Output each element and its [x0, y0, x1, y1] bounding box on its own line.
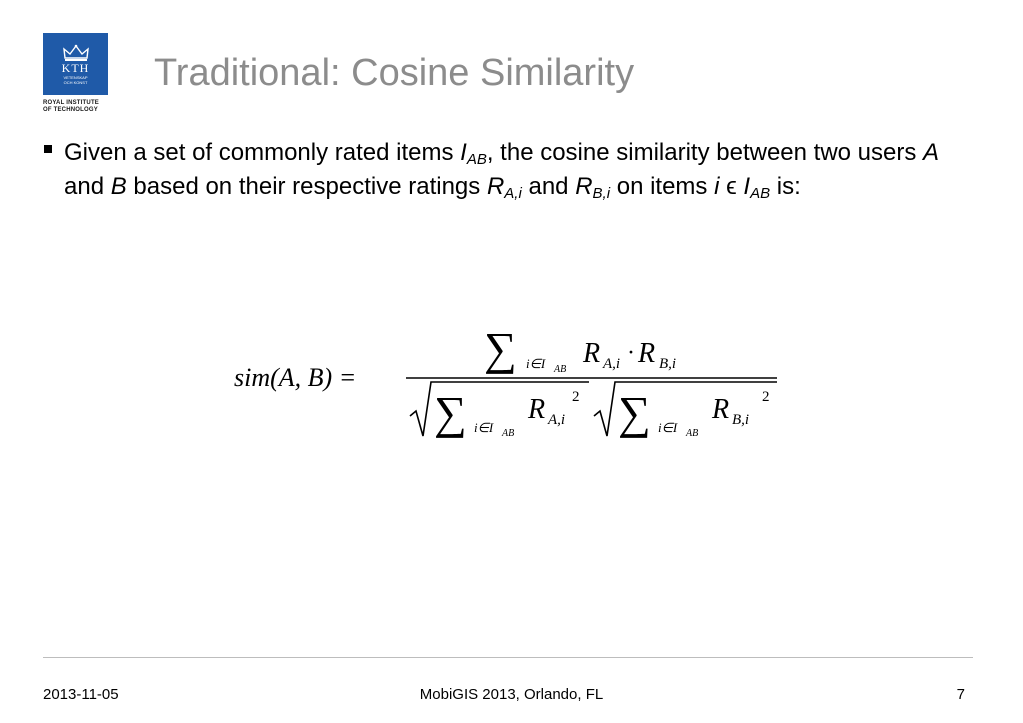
set-subscript: AB: [750, 185, 771, 202]
bullet-text-part: Given a set of commonly rated items: [64, 139, 461, 166]
denominator-index-left: i∈I: [474, 420, 494, 435]
bullet-text-part: ϵ: [719, 173, 744, 200]
user-b-symbol: B: [110, 173, 127, 200]
numerator-dot: ·: [627, 340, 635, 366]
denominator-r-a-sub: A,i: [548, 412, 566, 428]
rating-b-subscript: B,i: [592, 185, 611, 202]
denominator-r-b: R: [712, 394, 730, 425]
denominator-sum-right: ∑: [618, 387, 651, 438]
bullet-text-part: , the cosine similarity between two users: [486, 139, 924, 166]
bullet-text-part: and: [64, 173, 111, 200]
kth-logo: [43, 33, 111, 114]
page-number: 7: [956, 686, 965, 703]
bullet-text: [64, 136, 979, 204]
kth-logo-badge: [43, 33, 108, 95]
rating-a-subscript: A,i: [504, 185, 522, 202]
crown-icon: [62, 44, 90, 62]
numerator-r-a: R: [583, 338, 601, 369]
set-subscript: AB: [466, 151, 487, 168]
numerator-sum: ∑: [484, 323, 517, 374]
logo-caption-line1: ROYAL INSTITUTE: [43, 100, 100, 106]
set-symbol: I: [743, 173, 751, 200]
numerator-index-sub: AB: [554, 364, 567, 375]
formula-lhs: sim(A, B) =: [234, 363, 357, 392]
bullet-marker: [44, 145, 52, 153]
footer-date: 2013-11-05: [43, 686, 119, 703]
bullet-text-part: is:: [770, 173, 801, 200]
denominator-index-right: i∈I: [658, 420, 678, 435]
bullet-text-part: based on their respective ratings: [126, 173, 487, 200]
denominator-sum-left: ∑: [434, 387, 467, 438]
rating-b-symbol: R: [575, 173, 593, 200]
cosine-similarity-formula: [228, 318, 788, 448]
numerator-r-a-sub: A,i: [603, 356, 621, 372]
logo-sub-top: VETENSKAP: [63, 74, 88, 80]
numerator-r-b-sub: B,i: [659, 356, 677, 372]
bullet-text-part: on items: [610, 173, 715, 200]
item-symbol: i: [714, 173, 720, 200]
denominator-square-right: 2: [762, 389, 770, 405]
set-symbol: I: [460, 139, 467, 166]
denominator-square-left: 2: [572, 389, 580, 405]
denominator-r-b-sub: B,i: [732, 412, 750, 428]
logo-caption: [43, 100, 111, 114]
user-a-symbol: A: [923, 139, 940, 166]
denominator-index-left-sub: AB: [502, 428, 515, 439]
numerator-index: i∈I: [526, 356, 546, 371]
footer-event: MobiGIS 2013, Orlando, FL: [419, 686, 604, 703]
logo-caption-line2: OF TECHNOLOGY: [43, 107, 98, 113]
rating-a-symbol: R: [486, 173, 505, 200]
numerator-r-b: R: [638, 338, 656, 369]
footer-divider: [43, 657, 973, 658]
logo-wordmark: KTH: [61, 60, 90, 75]
bullet-text-part: and: [521, 173, 576, 200]
denominator-r-a: R: [528, 394, 546, 425]
logo-sub-bottom: OCH KONST: [63, 79, 88, 85]
denominator-index-right-sub: AB: [686, 428, 699, 439]
slide-title: Traditional: Cosine Similarity: [154, 52, 635, 94]
